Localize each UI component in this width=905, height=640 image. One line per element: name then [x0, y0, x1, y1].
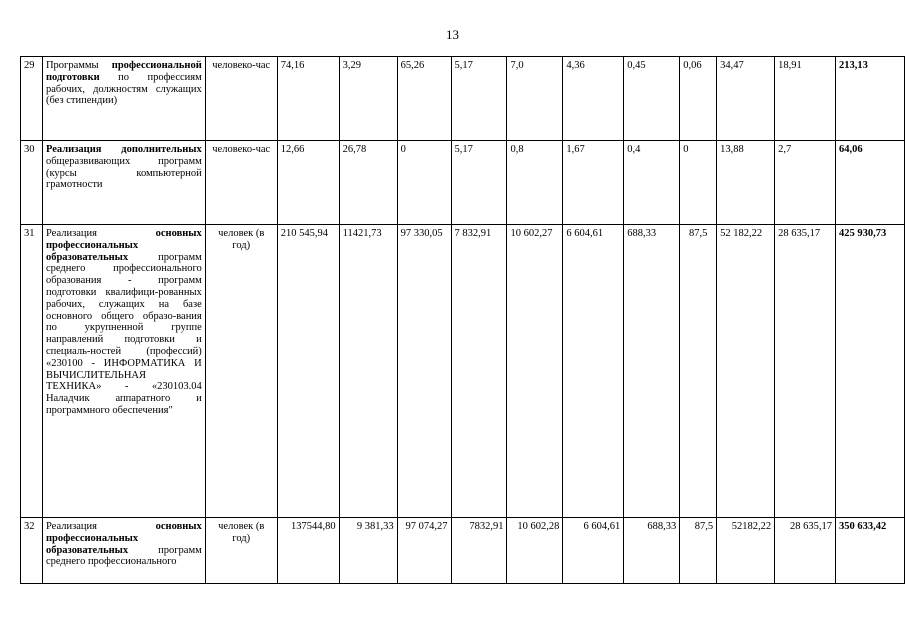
- service-name: [42, 518, 205, 584]
- cost-value: 0: [397, 141, 451, 225]
- cost-value: 0,8: [507, 141, 563, 225]
- table-row: [21, 225, 905, 518]
- total-value: 213,13: [836, 57, 905, 141]
- cost-value: 65,26: [397, 57, 451, 141]
- cost-value: 87,5: [680, 518, 717, 584]
- service-name-part: по профессиям рабочих, должностям служащих (без стипендии): [45, 71, 202, 107]
- row-number: 32: [21, 518, 43, 584]
- cost-value: 28 635,17: [775, 518, 836, 584]
- cost-value: 688,33: [624, 518, 680, 584]
- cost-value: 7,0: [507, 57, 563, 141]
- cost-value: 34,47: [717, 57, 775, 141]
- cost-value: 0,45: [624, 57, 680, 141]
- service-name: [42, 141, 205, 225]
- cost-value: 97 330,05: [397, 225, 451, 518]
- table-row: [21, 57, 905, 141]
- unit-of-measure: человеко-час: [205, 57, 277, 141]
- cost-value: 0,06: [680, 57, 717, 141]
- row-number: 30: [21, 141, 43, 225]
- service-name-part: Программы: [45, 60, 112, 71]
- cost-value: 28 635,17: [775, 225, 836, 518]
- total-value: 350 633,42: [836, 518, 905, 584]
- cost-value: 87,5: [680, 225, 717, 518]
- unit-of-measure: человеко-час: [205, 141, 277, 225]
- service-name-part: программ среднего профессионального образования - программ подготовки квалифици-рованных рабочих, служащих на базе основного общего образо-вания по укрупненной группе направлений подготовки и специаль-ностей (профессий) «230100 - ИНФОРМАТИКА И ВЫЧИСЛИТЕЛЬНАЯ ТЕХНИКА» - «230103.04 Наладчик аппаратного и программного обеспечения": [45, 251, 202, 416]
- row-number: 29: [21, 57, 43, 141]
- cost-value: 9 381,33: [339, 518, 397, 584]
- table-row: [21, 518, 905, 584]
- cost-value: 5,17: [451, 141, 507, 225]
- cost-value: 2,7: [775, 141, 836, 225]
- cost-value: 4,36: [563, 57, 624, 141]
- total-value: 64,06: [836, 141, 905, 225]
- row-number: 31: [21, 225, 43, 518]
- cost-value: 3,29: [339, 57, 397, 141]
- service-name-part: основных профессиональных образовательных: [45, 228, 202, 263]
- service-name: [42, 225, 205, 518]
- total-value: 425 930,73: [836, 225, 905, 518]
- cost-value: 10 602,28: [507, 518, 563, 584]
- cost-value: 11421,73: [339, 225, 397, 518]
- cost-value: 7832,91: [451, 518, 507, 584]
- unit-of-measure: человек (в год): [205, 518, 277, 584]
- cost-value: 10 602,27: [507, 225, 563, 518]
- table-row: [21, 141, 905, 225]
- cost-value: 688,33: [624, 225, 680, 518]
- cost-value: 1,67: [563, 141, 624, 225]
- service-name-part: основных профессиональных образовательных: [45, 521, 202, 556]
- cost-value: 26,78: [339, 141, 397, 225]
- cost-value: 52 182,22: [717, 225, 775, 518]
- service-name-part: Реализация дополнительных: [45, 144, 202, 155]
- cost-value: 0,4: [624, 141, 680, 225]
- cost-value: 5,17: [451, 57, 507, 141]
- cost-value: 12,66: [277, 141, 339, 225]
- service-name-part: Реализация: [45, 521, 156, 532]
- service-name-part: Реализация: [45, 228, 156, 239]
- cost-table: [20, 56, 905, 584]
- cost-value: 52182,22: [717, 518, 775, 584]
- unit-of-measure: человек (в год): [205, 225, 277, 518]
- page-number: 13: [446, 27, 459, 42]
- cost-value: 74,16: [277, 57, 339, 141]
- cost-value: 0: [680, 141, 717, 225]
- service-name-part: программ среднего профессионального: [45, 544, 202, 568]
- cost-value: 210 545,94: [277, 225, 339, 518]
- cost-value: 137544,80: [277, 518, 339, 584]
- service-name: [42, 57, 205, 141]
- cost-value: 13,88: [717, 141, 775, 225]
- cost-value: 97 074,27: [397, 518, 451, 584]
- cost-value: 7 832,91: [451, 225, 507, 518]
- cost-value: 6 604,61: [563, 225, 624, 518]
- service-name-part: общеразвивающих программ (курсы компьютерной грамотности: [45, 155, 202, 191]
- cost-value: 18,91: [775, 57, 836, 141]
- cost-value: 6 604,61: [563, 518, 624, 584]
- service-name-part: профессиональной подготовки: [45, 60, 202, 83]
